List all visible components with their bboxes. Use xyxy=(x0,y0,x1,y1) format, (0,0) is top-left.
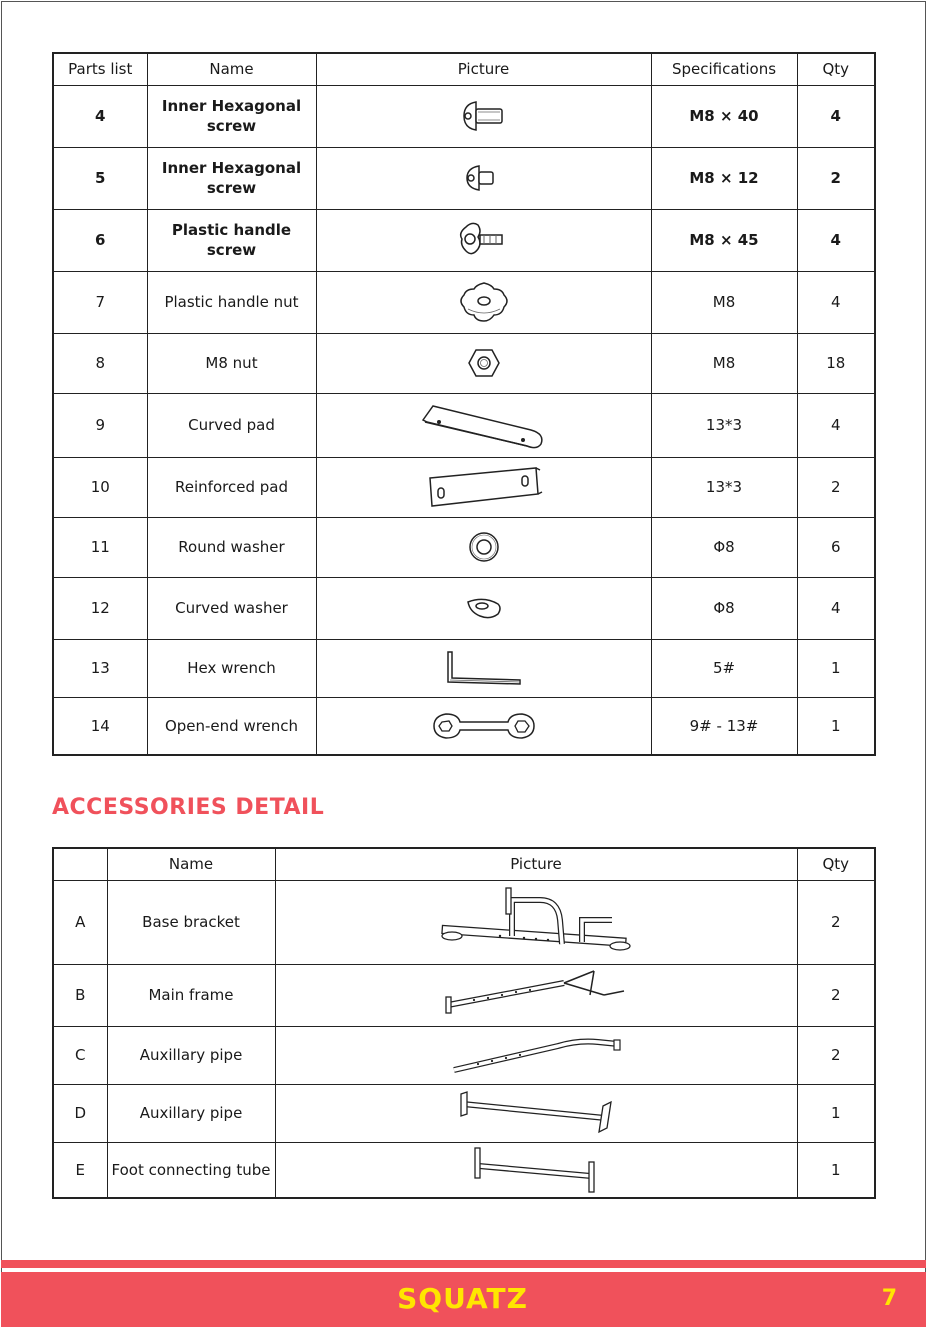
part-qty: 4 xyxy=(797,393,875,457)
hex-wrench-icon xyxy=(316,639,651,697)
table-row xyxy=(53,1142,875,1198)
part-name: Plastic handle screw xyxy=(147,209,316,271)
knob-screw-icon xyxy=(316,209,651,271)
accessory-name: Foot connecting tube xyxy=(107,1142,275,1198)
accessory-name: Auxillary pipe xyxy=(107,1026,275,1084)
part-qty: 6 xyxy=(797,517,875,577)
part-name: Round washer xyxy=(147,517,316,577)
accessory-id: B xyxy=(53,964,107,1026)
table-row xyxy=(53,1084,875,1142)
part-spec: 9# - 13# xyxy=(651,697,797,755)
header-parts-list: Parts list xyxy=(53,53,147,85)
part-qty: 1 xyxy=(797,639,875,697)
part-number: 9 xyxy=(53,393,147,457)
page-number: 7 xyxy=(881,1286,897,1311)
table-row xyxy=(53,333,875,393)
knob-nut-icon xyxy=(316,271,651,333)
round-washer-icon xyxy=(316,517,651,577)
header-id xyxy=(53,848,107,880)
open-end-wrench-icon xyxy=(316,697,651,755)
header-specifications: Specifications xyxy=(651,53,797,85)
header-name: Name xyxy=(147,53,316,85)
part-qty: 2 xyxy=(797,457,875,517)
part-spec: 13*3 xyxy=(651,393,797,457)
button-head-screw-icon xyxy=(316,85,651,147)
part-qty: 4 xyxy=(797,577,875,639)
accessory-name: Base bracket xyxy=(107,880,275,964)
header-qty: Qty xyxy=(797,848,875,880)
accessory-id: C xyxy=(53,1026,107,1084)
table-row xyxy=(53,639,875,697)
base-bracket-icon xyxy=(275,880,797,964)
part-number: 13 xyxy=(53,639,147,697)
part-spec: M8 × 12 xyxy=(651,147,797,209)
table-row xyxy=(53,697,875,755)
table-row xyxy=(53,393,875,457)
accessory-qty: 1 xyxy=(797,1084,875,1142)
parts-list-table xyxy=(52,52,876,756)
part-qty: 4 xyxy=(797,85,875,147)
accessory-name: Auxillary pipe xyxy=(107,1084,275,1142)
footer-stripe xyxy=(1,1260,926,1268)
brand-logo: SQUATZ xyxy=(397,1282,528,1315)
auxillary-pipe-curved-icon xyxy=(275,1026,797,1084)
table-row xyxy=(53,577,875,639)
part-number: 6 xyxy=(53,209,147,271)
part-number: 8 xyxy=(53,333,147,393)
part-number: 10 xyxy=(53,457,147,517)
accessories-table-header xyxy=(53,848,875,880)
part-spec: 5# xyxy=(651,639,797,697)
part-spec: M8 xyxy=(651,333,797,393)
table-row xyxy=(53,85,875,147)
part-qty: 1 xyxy=(797,697,875,755)
accessories-detail-title: ACCESSORIES DETAIL xyxy=(52,795,325,820)
part-name: Curved pad xyxy=(147,393,316,457)
auxillary-pipe-straight-icon xyxy=(275,1084,797,1142)
part-spec: M8 × 45 xyxy=(651,209,797,271)
part-spec: M8 xyxy=(651,271,797,333)
part-name: Hex wrench xyxy=(147,639,316,697)
accessory-qty: 2 xyxy=(797,964,875,1026)
part-number: 5 xyxy=(53,147,147,209)
accessory-id: A xyxy=(53,880,107,964)
part-qty: 2 xyxy=(797,147,875,209)
part-spec: M8 × 40 xyxy=(651,85,797,147)
header-picture: Picture xyxy=(316,53,651,85)
header-name: Name xyxy=(107,848,275,880)
part-spec: Φ8 xyxy=(651,577,797,639)
curved-washer-icon xyxy=(316,577,651,639)
part-spec: Φ8 xyxy=(651,517,797,577)
table-row xyxy=(53,209,875,271)
short-button-head-screw-icon xyxy=(316,147,651,209)
accessory-id: D xyxy=(53,1084,107,1142)
accessory-name: Main frame xyxy=(107,964,275,1026)
part-name: Open-end wrench xyxy=(147,697,316,755)
part-spec: 13*3 xyxy=(651,457,797,517)
part-name: Curved washer xyxy=(147,577,316,639)
part-qty: 18 xyxy=(797,333,875,393)
table-row xyxy=(53,147,875,209)
header-picture: Picture xyxy=(275,848,797,880)
part-number: 12 xyxy=(53,577,147,639)
accessory-qty: 2 xyxy=(797,1026,875,1084)
parts-table-header xyxy=(53,53,875,85)
part-name: Plastic handle nut xyxy=(147,271,316,333)
table-row xyxy=(53,880,875,964)
part-name: M8 nut xyxy=(147,333,316,393)
part-number: 4 xyxy=(53,85,147,147)
part-name: Inner Hexagonal screw xyxy=(147,147,316,209)
part-number: 7 xyxy=(53,271,147,333)
table-row xyxy=(53,1026,875,1084)
table-row xyxy=(53,517,875,577)
accessory-qty: 1 xyxy=(797,1142,875,1198)
hex-nut-icon xyxy=(316,333,651,393)
curved-pad-icon xyxy=(316,393,651,457)
part-qty: 4 xyxy=(797,271,875,333)
part-number: 14 xyxy=(53,697,147,755)
reinforced-pad-icon xyxy=(316,457,651,517)
table-row xyxy=(53,964,875,1026)
part-number: 11 xyxy=(53,517,147,577)
accessory-qty: 2 xyxy=(797,880,875,964)
header-qty: Qty xyxy=(797,53,875,85)
table-row xyxy=(53,457,875,517)
foot-connecting-tube-icon xyxy=(275,1142,797,1198)
part-qty: 4 xyxy=(797,209,875,271)
part-name: Reinforced pad xyxy=(147,457,316,517)
part-name: Inner Hexagonal screw xyxy=(147,85,316,147)
table-row xyxy=(53,271,875,333)
accessory-id: E xyxy=(53,1142,107,1198)
accessories-table xyxy=(52,847,876,1199)
main-frame-icon xyxy=(275,964,797,1026)
